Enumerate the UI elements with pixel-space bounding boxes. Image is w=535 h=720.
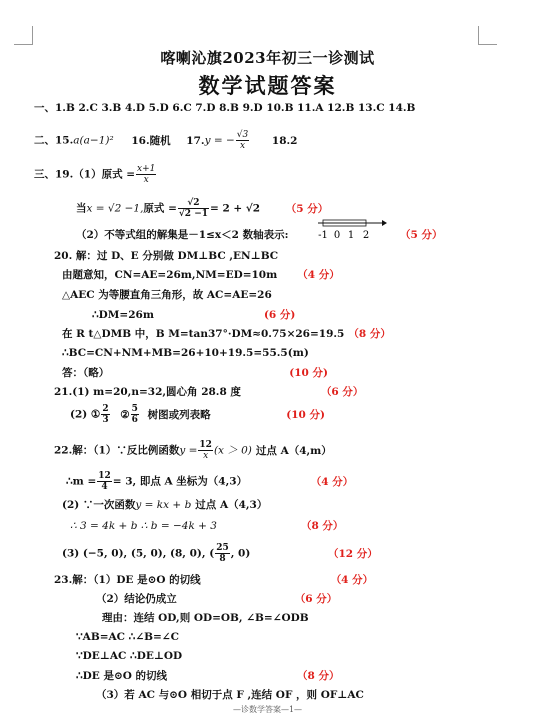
q19-substitution: [76, 198, 328, 219]
q21-line2-suffix: 树图或列表略: [147, 408, 211, 421]
q21-line1: [54, 385, 363, 399]
q20-line7-text: 答：（略）: [62, 367, 110, 379]
q22-function: y =: [179, 444, 198, 457]
q23-line2-text: （2）结论仍成立: [96, 593, 177, 605]
answer-title: 数学试题答案: [198, 73, 337, 98]
q20-line2-text: 由题意知，CN=AE=26m,NM=ED=10m: [62, 269, 278, 281]
q23-line7: （3）若 AC 与⊙O 相切于点 F ,连结 OF ，则 OF⊥AC: [96, 689, 364, 701]
q20-score4: (6 分): [263, 309, 296, 321]
q21-fraction1-numerator: 2: [102, 404, 109, 414]
section1-answers: 1.B 2.C 3.B 4.D 5.D 6.C 7.D 8.B 9.D 10.B 11.A 12.B 13.C 14.B: [55, 102, 416, 114]
q22-line5-prefix: (3) (−5, 0), (5, 0), (8, 0), (: [62, 547, 215, 560]
q22-line1-prefix: 22.解：（1）∵反比例函数: [54, 444, 180, 457]
number-line-arrow: [382, 220, 387, 226]
q15-expression: a(a−1)²: [73, 134, 114, 147]
q19-label: 三、19.（1）原式 =: [34, 168, 136, 181]
q22-fraction3-denominator: 8: [219, 554, 226, 564]
q22-line3-prefix: (2) ∵一次函数: [62, 499, 136, 511]
q21-fraction2-denominator: 6: [131, 415, 138, 425]
q21-fraction1-denominator: 3: [102, 415, 109, 425]
q19-fraction: [136, 164, 156, 185]
q17-fraction: [236, 130, 249, 151]
q18-answer: 18.2: [271, 134, 298, 147]
q22-linear-function: y = kx + b: [135, 499, 192, 511]
tick-label: -1: [318, 230, 328, 241]
q19-sub-prefix: 当: [76, 202, 87, 215]
q22-line4: [70, 519, 343, 533]
q20-line4-text: ∴DM=26m: [92, 309, 154, 321]
q20-score5: （8 分）: [348, 328, 391, 340]
q20-line5: [62, 327, 391, 341]
q22-line5: [62, 543, 378, 564]
q21-line2: [70, 404, 325, 425]
q22-fraction1: [198, 440, 213, 461]
section1-label: 一、: [34, 102, 55, 114]
q22-line1: [54, 440, 332, 461]
q22-score2: （4 分）: [310, 475, 354, 488]
q17-label: 17.: [186, 134, 205, 147]
q17-denominator: x: [239, 141, 246, 151]
q23-score6: （8 分）: [297, 670, 340, 682]
q22-fraction1-numerator: 12: [199, 440, 212, 450]
q19-sub-denominator: √2 −1: [178, 209, 209, 219]
q22-fraction3: [215, 543, 230, 564]
q21-line2-middle: ②: [120, 408, 130, 421]
q20-line7: [62, 366, 328, 380]
q20-line5-text: 在 R t△DMB 中，B M=tan37°·DM≈0.75×26=19.5: [62, 328, 345, 340]
q19-part1: [34, 164, 157, 185]
q19-part2: （2）不等式组的解集是－1≤x＜2 数轴表示:: [76, 229, 289, 241]
exam-title: 喀喇沁旗2023年初三一诊测试: [160, 49, 375, 67]
q23-line2: [96, 592, 337, 606]
q17-lhs: y = −: [204, 134, 235, 147]
q19-numerator: x+1: [137, 164, 156, 174]
q19-sub-result: = 2 + √2: [210, 202, 261, 215]
tick-label: 0: [333, 230, 341, 241]
q22-line2-suffix: = 3, 即点 A 坐标为（4,3）: [112, 475, 248, 488]
q20-line6: ∴BC=CN+NM+MB=26+10+19.5=55.5(m): [62, 347, 309, 359]
section2-row: [34, 130, 297, 151]
q19-sub-middle: 原式 =: [143, 202, 177, 215]
tick-label: 1: [347, 230, 355, 241]
q23-line1: [54, 573, 373, 587]
q20-score2: （4 分）: [297, 269, 340, 281]
q23-score1: （4 分）: [330, 574, 374, 586]
q20-line1: 20. 解：过 D、E 分别做 DM⊥BC ,EN⊥BC: [54, 250, 279, 262]
q19-score1: （5 分）: [285, 202, 329, 215]
q23-score2: （6 分）: [294, 593, 338, 605]
q21-line1-text: 21.(1) m=20,n=32,圆心角 28.8 度: [54, 386, 241, 398]
q19-score2: （5 分）: [400, 229, 443, 241]
q21-score1: （6 分）: [320, 386, 364, 398]
q22-condition: (x ＞ 0): [213, 444, 252, 457]
q22-line4-text: ∴ 3 = 4k + b ∴ b = −4k + 3: [70, 520, 217, 532]
q22-fraction1-denominator: x: [203, 451, 209, 461]
q19-sub-fraction: [178, 198, 209, 219]
q22-fraction3-numerator: 25: [216, 543, 229, 553]
q22-line3: [62, 498, 267, 512]
q22-line5-suffix: , 0): [230, 547, 251, 560]
crop-mark-top-right: [478, 26, 497, 45]
q20-line3: △AEC 为等腰直角三角形，故 AC=AE=26: [62, 289, 272, 301]
q21-score2: (10 分): [286, 408, 325, 421]
q21-fraction2-numerator: 5: [131, 404, 138, 414]
q22-line1-suffix: 过点 A（4,m）: [255, 444, 332, 457]
q23-line5: ∵DE⊥AC ∴DE⊥OD: [76, 650, 183, 662]
q21-fraction2: [131, 404, 139, 425]
page-footer: —诊数学答案—1—: [232, 705, 303, 714]
q16-answer: 16.随机: [131, 134, 171, 147]
q23-line6: [76, 669, 340, 683]
q20-line4: [92, 308, 295, 322]
q21-fraction1: [101, 404, 109, 425]
tick-label: 2: [362, 230, 370, 241]
q23-line3: 理由：连结 OD,则 OD=OB, ∠B=∠ODB: [102, 612, 309, 624]
q22-line3-suffix: 过点 A（4,3）: [195, 499, 268, 511]
q22-fraction2-numerator: 12: [98, 471, 111, 481]
q22-line2: [66, 471, 353, 492]
q22-line2-prefix: ∴m =: [66, 475, 97, 488]
q22-fraction2-denominator: 4: [101, 482, 108, 492]
section2-label: 二、: [34, 134, 55, 147]
q23-line6-text: ∴DE 是⊙O 的切线: [76, 670, 168, 682]
q20-line2: [62, 268, 340, 282]
q22-score4: （8 分）: [300, 520, 344, 532]
q19-sub-numerator: √2: [178, 198, 209, 209]
section1-row: [34, 101, 415, 115]
number-line: [316, 217, 388, 241]
q22-fraction2: [97, 471, 112, 492]
q19-denominator: x: [143, 175, 149, 185]
q22-score5: （12 分）: [327, 547, 378, 560]
q21-line2-prefix: (2) ①: [70, 408, 101, 421]
q17-numerator: √3: [236, 130, 249, 140]
q20-score7: (10 分): [289, 367, 328, 379]
crop-mark-top-left: [14, 26, 33, 45]
q23-line4: ∵AB=AC ∴∠B=∠C: [76, 631, 179, 643]
q23-line1-text: 23.解：（1）DE 是⊙O 的切线: [54, 574, 201, 586]
q15-label: 15.: [55, 134, 74, 147]
q19-sub-expression: x = √2 −1,: [86, 202, 144, 215]
